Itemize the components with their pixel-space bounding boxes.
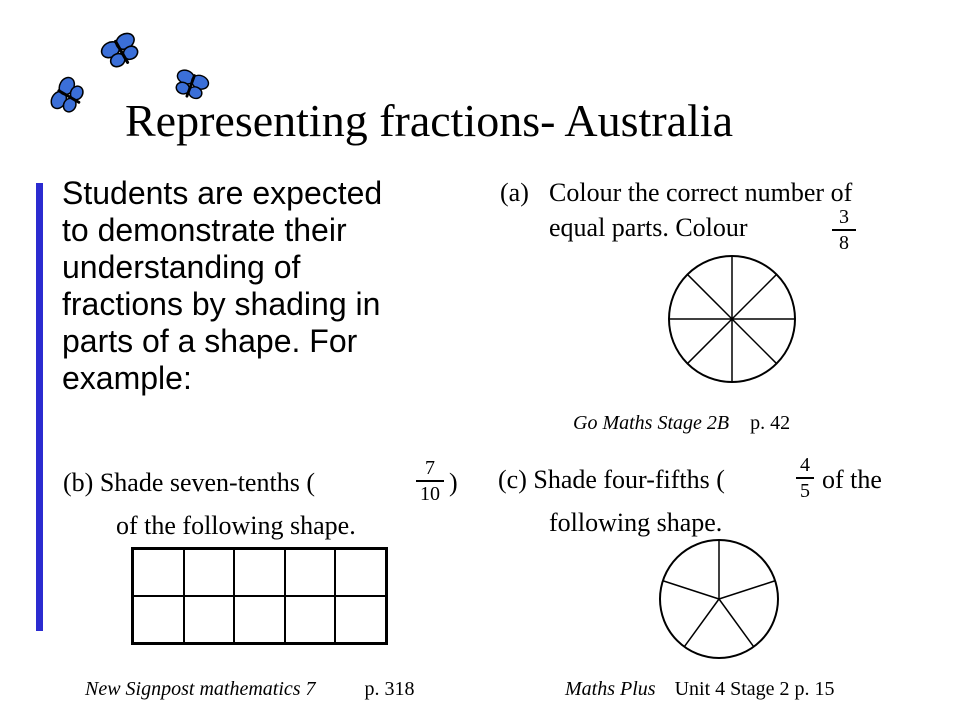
grid-cell (234, 596, 285, 643)
intro-line: parts of a shape. For (62, 323, 358, 359)
grid-cell (133, 596, 184, 643)
eighths-circle (666, 253, 798, 385)
grid-cell (335, 596, 386, 643)
item-c-fraction (796, 455, 814, 501)
item-b-line1-prefix: (b) Shade seven-tenths ( (63, 468, 315, 497)
source-page: p. 42 (750, 412, 791, 434)
item-c-line1-suffix: of the (822, 465, 882, 494)
page-title: Representing fractions- Australia (125, 95, 734, 146)
intro-line: understanding of (62, 249, 301, 285)
grid-cell (234, 549, 285, 596)
item-a-line2: equal parts. Colour (549, 213, 748, 242)
intro-line: example: (62, 360, 192, 396)
item-b-fraction (416, 458, 444, 504)
intro-line: Students are expected (62, 175, 383, 211)
source-book: Go Maths Stage 2B (573, 412, 730, 434)
butterfly-icon (100, 30, 142, 72)
grid-cell (133, 549, 184, 596)
accent-bar (36, 183, 43, 631)
fraction-numerator: 4 (800, 454, 810, 476)
grid-cell (285, 596, 336, 643)
item-c-line2: following shape. (549, 508, 723, 537)
item-a-label: (a) (500, 178, 529, 207)
source-page: Unit 4 Stage 2 p. 15 (674, 678, 835, 700)
grid-cell (184, 596, 235, 643)
fraction-numerator: 3 (839, 206, 849, 228)
item-b-line1-suffix: ) (449, 468, 458, 497)
grid-cell (184, 549, 235, 596)
item-a-source (573, 412, 790, 435)
intro-line: fractions by shading in (62, 286, 381, 322)
source-page: p. 318 (364, 678, 415, 700)
intro-line: to demonstrate their (62, 212, 347, 248)
fraction-denominator: 5 (800, 480, 810, 502)
fraction-denominator: 8 (839, 232, 849, 254)
intro-text (62, 175, 382, 397)
item-a-line1: Colour the correct number of (549, 178, 853, 207)
item-b-source (85, 678, 415, 701)
grid-cell (285, 549, 336, 596)
item-c-line1-prefix: (c) Shade four-fifths ( (498, 465, 725, 494)
fifths-circle (657, 537, 781, 661)
fraction-numerator: 7 (425, 457, 435, 479)
butterfly-icon (48, 76, 88, 116)
item-b-line2: of the following shape. (116, 511, 356, 540)
source-book: New Signpost mathematics 7 (85, 678, 316, 700)
item-a-fraction (832, 207, 856, 253)
fraction-denominator: 10 (420, 483, 440, 505)
grid-cell (335, 549, 386, 596)
tenths-grid (131, 547, 388, 645)
source-book: Maths Plus (565, 678, 656, 700)
item-c-source (565, 678, 835, 701)
